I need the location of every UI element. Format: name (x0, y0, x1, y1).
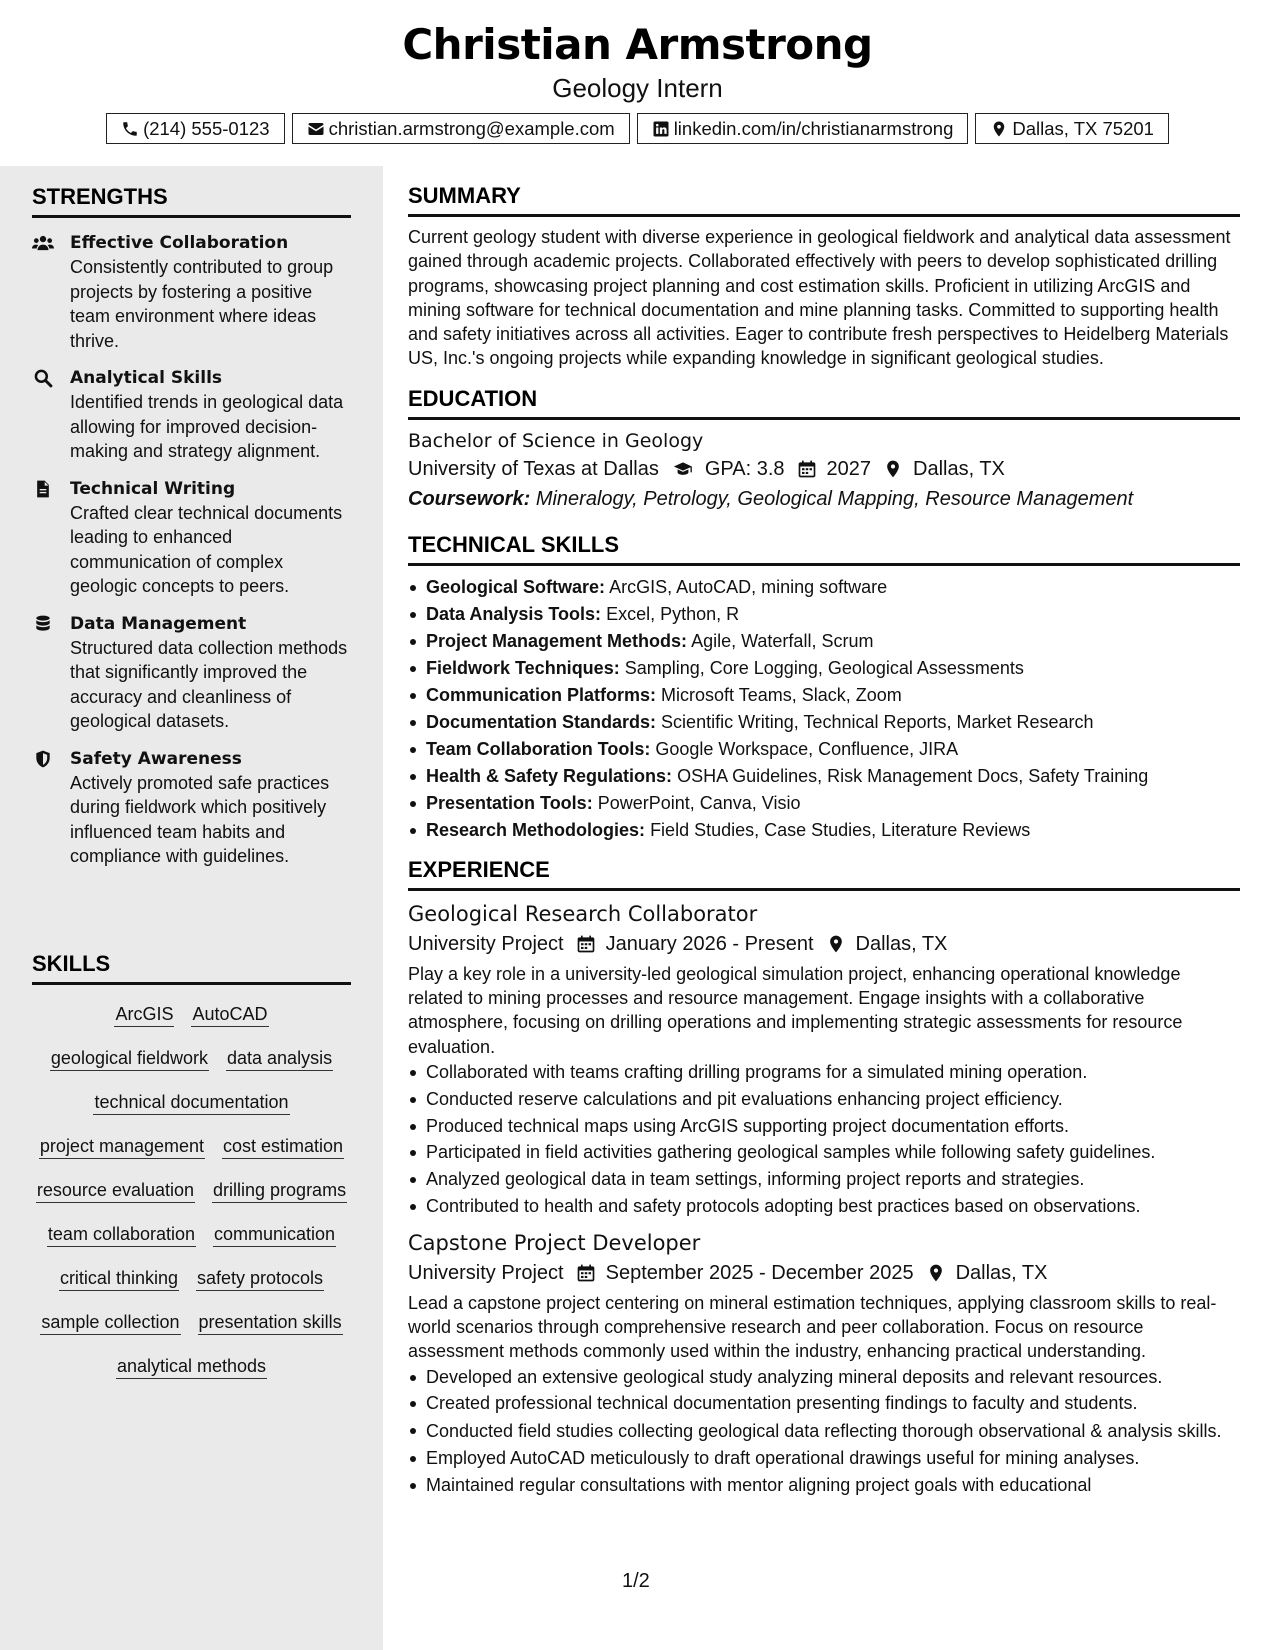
technical-skills-list (408, 574, 1240, 844)
school-name: University of Texas at Dallas (408, 457, 659, 480)
graduation-year: 2027 (826, 457, 872, 480)
strength-item (32, 231, 351, 353)
linkedin-icon (652, 120, 670, 138)
skill-values: ArcGIS, AutoCAD, mining software (609, 576, 888, 597)
skill-category: Team Collaboration Tools: (426, 738, 651, 759)
contact-phone[interactable] (106, 113, 285, 144)
job-location: Dallas, TX (855, 932, 948, 955)
gpa: GPA: 3.8 (704, 457, 785, 480)
skill-values: Excel, Python, R (606, 603, 740, 624)
list-item (408, 655, 1240, 682)
list-item: Conducted reserve calculations and pit evaluations enhancing project efficiency. (408, 1086, 1240, 1113)
skill-tag: presentation skills (198, 1310, 343, 1335)
strength-description: Consistently contributed to group projects by fostering a positive team environment where ideas thrive. (70, 257, 334, 351)
summary-text: Current geology student with diverse experience in geological fieldwork and analytical data assessment gained through academic projects. Collaborated effectively with peers to develop sophisticated drilling programs, showcasing project planning and cost estimation skills. Proficient in utilizing ArcGIS and mining software for technical documentation and mine planning tasks. Committed to supporting health and safety initiatives across all activities. Eager to contribute fresh perspectives to Heidelberg Materials US, Inc.'s ongoing projects while expanding knowledge in significant geological studies. (408, 227, 1231, 369)
list-item (408, 601, 1240, 628)
list-item (408, 682, 1240, 709)
skill-category: Project Management Methods: (426, 630, 688, 651)
list-item (408, 709, 1240, 736)
list-item (408, 817, 1240, 844)
contact-email[interactable] (292, 113, 630, 144)
strength-description: Crafted clear technical documents leading to enhanced communication of complex geologic concepts to peers. (70, 502, 343, 596)
education-location: Dallas, TX (913, 457, 1005, 480)
skill-tag: resource evaluation (36, 1178, 195, 1203)
strength-item (32, 477, 351, 599)
list-item (408, 628, 1240, 655)
skill-tag: technical documentation (93, 1090, 289, 1115)
strength-description: Actively promoted safe practices during fieldwork which positively influenced team habits and compliance with guidelines. (70, 772, 330, 866)
job-dates: January 2026 - Present (605, 932, 814, 955)
map-pin-icon (926, 1263, 946, 1283)
skill-values: PowerPoint, Canva, Visio (597, 792, 801, 813)
list-item: Created professional technical documentation presenting findings to faculty and students. (408, 1390, 1240, 1417)
coursework-list: Mineralogy, Petrology, Geological Mapping, Resource Management (535, 487, 1134, 510)
document-icon (32, 479, 54, 499)
database-icon (32, 614, 54, 634)
experience-section (408, 857, 1240, 1499)
skill-tag: team collaboration (47, 1222, 196, 1247)
list-item: Participated in field activities gathering geological samples while following safety guidelines. (408, 1139, 1240, 1166)
users-icon (32, 233, 54, 253)
skill-tag: safety protocols (196, 1266, 324, 1291)
skill-category: Data Analysis Tools: (426, 603, 602, 624)
strength-title: Data Management (70, 613, 247, 634)
map-pin-icon (826, 934, 846, 954)
strength-item (32, 747, 351, 869)
degree-title: Bachelor of Science in Geology (408, 429, 704, 452)
list-item: Employed AutoCAD meticulously to draft operational drawings useful for mining analyses. (408, 1445, 1240, 1472)
strength-title: Safety Awareness (70, 748, 242, 769)
job-bullets (408, 1364, 1240, 1499)
job-org: University Project (408, 932, 564, 955)
list-item (408, 790, 1240, 817)
list-item: Maintained regular consultations with mentor aligning project goals with educational (408, 1472, 1240, 1499)
contact-location-text: Dallas, TX 75201 (1012, 117, 1154, 139)
skill-tag: ArcGIS (114, 1002, 174, 1027)
job-title: Capstone Project Developer (408, 1230, 701, 1255)
list-item (408, 574, 1240, 601)
coursework-label: Coursework: (408, 487, 531, 510)
search-icon (32, 368, 54, 388)
skill-category: Presentation Tools: (426, 792, 593, 813)
summary-section (408, 183, 1240, 371)
education-section (408, 386, 1240, 514)
job-title: Geological Research Collaborator (408, 901, 758, 926)
skill-category: Geological Software: (426, 576, 606, 597)
strength-item (32, 366, 351, 464)
strength-item (32, 612, 351, 734)
contact-linkedin-text: linkedin.com/in/christianarmstrong (673, 117, 954, 139)
skill-values: Scientific Writing, Technical Reports, Market Research (661, 711, 1094, 732)
job-location: Dallas, TX (955, 1261, 1048, 1284)
technical-skills-heading: TECHNICAL SKILLS (408, 532, 1240, 566)
summary-heading: SUMMARY (408, 183, 1240, 217)
contact-email-text: christian.armstrong@example.com (328, 117, 615, 139)
job-entry (408, 1228, 1240, 1499)
list-item (408, 763, 1240, 790)
candidate-role: Geology Intern (552, 73, 723, 103)
skill-values: Sampling, Core Logging, Geological Assessments (624, 657, 1024, 678)
skill-category: Health & Safety Regulations: (426, 765, 673, 786)
skill-tag: data analysis (226, 1046, 333, 1071)
list-item: Produced technical maps using ArcGIS supporting project documentation efforts. (408, 1113, 1240, 1140)
job-meta (408, 1258, 1240, 1288)
contact-bar (0, 113, 1275, 144)
skill-category: Communication Platforms: (426, 684, 657, 705)
job-dates: September 2025 - December 2025 (605, 1261, 914, 1284)
page-number: 1/2 (622, 1570, 650, 1592)
phone-icon (121, 120, 139, 138)
list-item: Contributed to health and safety protocols adopting best practices based on observations. (408, 1193, 1240, 1220)
technical-skills-section (408, 532, 1240, 844)
skill-tag: drilling programs (212, 1178, 347, 1203)
job-meta (408, 929, 1240, 959)
contact-phone-text: (214) 555-0123 (143, 117, 270, 139)
graduation-cap-icon (671, 459, 695, 479)
skill-category: Fieldwork Techniques: (426, 657, 620, 678)
list-item: Analyzed geological data in team settings, informing project reports and strategies. (408, 1166, 1240, 1193)
skill-category: Research Methodologies: (426, 819, 646, 840)
skill-category: Documentation Standards: (426, 711, 657, 732)
skill-tag: analytical methods (116, 1354, 267, 1379)
strength-description: Structured data collection methods that significantly improved the accuracy and cleanliness of geological datasets. (70, 637, 348, 731)
calendar-icon (576, 934, 596, 954)
skill-values: Microsoft Teams, Slack, Zoom (661, 684, 902, 705)
skill-tag: critical thinking (59, 1266, 179, 1291)
skill-values: Agile, Waterfall, Scrum (691, 630, 874, 651)
list-item (408, 736, 1240, 763)
skill-values: OSHA Guidelines, Risk Management Docs, Safety Training (677, 765, 1149, 786)
skill-tag: geological fieldwork (50, 1046, 209, 1071)
strengths-heading: STRENGTHS (32, 184, 351, 218)
list-item: Developed an extensive geological study analyzing mineral deposits and relevant resources. (408, 1364, 1240, 1391)
sidebar (0, 166, 383, 1650)
job-bullets (408, 1059, 1240, 1220)
map-pin-icon (883, 459, 903, 479)
skill-tag: AutoCAD (191, 1002, 268, 1027)
envelope-icon (307, 120, 325, 138)
map-pin-icon (990, 120, 1008, 138)
list-item: Collaborated with teams crafting drilling programs for a simulated mining operation. (408, 1059, 1240, 1086)
job-entry (408, 899, 1240, 1220)
job-org: University Project (408, 1261, 564, 1284)
calendar-icon (797, 459, 817, 479)
education-meta (408, 454, 1240, 484)
strengths-section (32, 184, 351, 869)
skill-tag: project management (39, 1134, 205, 1159)
skills-list (32, 993, 351, 1389)
candidate-name: Christian Armstrong (402, 20, 873, 69)
skills-section (32, 951, 351, 1389)
list-item: Conducted field studies collecting geological data reflecting thorough observational & analysis skills. (408, 1417, 1240, 1445)
strength-description: Identified trends in geological data allowing for improved decision-making and strategy alignment. (70, 392, 344, 461)
resume-header (0, 0, 1275, 166)
experience-heading: EXPERIENCE (408, 857, 1240, 891)
shield-icon (32, 749, 54, 769)
main-content (408, 183, 1240, 1499)
strength-title: Analytical Skills (70, 368, 223, 388)
strength-title: Effective Collaboration (70, 233, 289, 253)
contact-linkedin[interactable] (637, 113, 969, 144)
coursework (408, 484, 1240, 514)
education-heading: EDUCATION (408, 386, 1240, 420)
job-description: Lead a capstone project centering on mineral estimation techniques, applying classroom skills to real-world scenarios through comprehensive research and peer collaboration. Focus on resource assessment methods commonly used within the industry, enhancing practical understanding. (408, 1292, 1217, 1362)
skill-tag: sample collection (40, 1310, 180, 1335)
job-description: Play a key role in a university-led geological simulation project, enhancing operational knowledge related to mining processes and resource management. Engage insights with a collaborative atmosphere, focusing on drilling operations and implementing strategic assessments for resource evaluation. (408, 963, 1183, 1057)
skill-values: Field Studies, Case Studies, Literature Reviews (650, 819, 1031, 840)
strength-title: Technical Writing (70, 478, 236, 499)
skill-tag: cost estimation (222, 1134, 344, 1159)
calendar-icon (576, 1263, 596, 1283)
skill-tag: communication (213, 1222, 336, 1247)
skills-heading: SKILLS (32, 951, 351, 985)
contact-location (975, 113, 1169, 144)
skill-values: Google Workspace, Confluence, JIRA (655, 738, 959, 759)
